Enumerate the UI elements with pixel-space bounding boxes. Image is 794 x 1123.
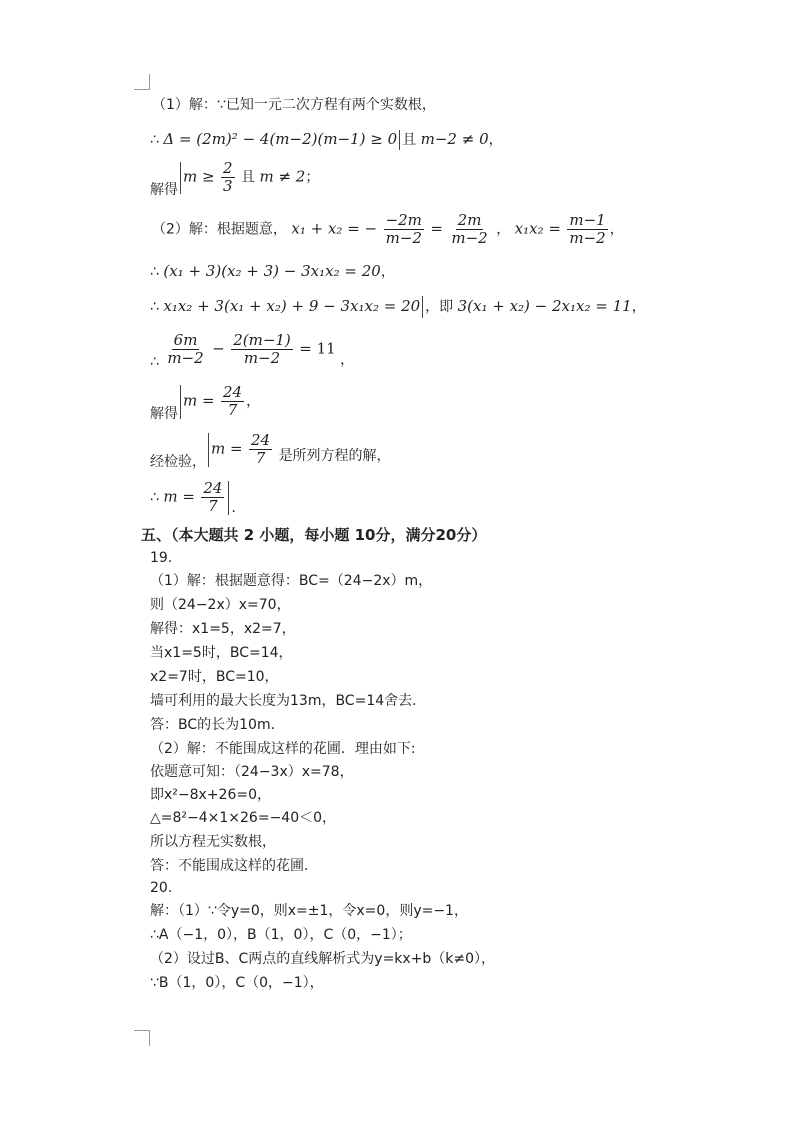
simplified-equation: 3(x₁ + x₂) − 2x₁x₂ = 11	[457, 297, 632, 315]
cursor-bar	[228, 481, 229, 515]
denominator: m−2	[569, 229, 606, 247]
text: 解：（1）∵令y=0，则x=±1，令x=0，则y=−1，	[150, 903, 468, 919]
denominator: 3	[223, 177, 233, 195]
discriminant-expression: Δ = (2m)² − 4(m−2)(m−1) ≥ 0	[163, 130, 398, 148]
expanded-equation: x₁x₂ + 3(x₁ + x₂) + 9 − 3x₁x₂ = 20	[163, 297, 421, 315]
m-geq: m ≥	[183, 167, 215, 186]
numerator: 24	[223, 383, 243, 401]
text: △=8²−4×1×26=−40＜0，	[150, 810, 337, 826]
and-text: 且	[241, 169, 256, 186]
solution-part1-intro	[152, 96, 436, 114]
range-result-line	[150, 159, 320, 198]
q20-line	[150, 950, 495, 968]
numerator: 24	[203, 479, 223, 497]
section-title: 五、（本大题共 2 小题，每小题 10分，满分20分）	[141, 526, 487, 544]
text: 墙可利用的最大长度为13m，BC=14舍去．	[150, 693, 427, 709]
therefore-symbol: ∴	[150, 353, 159, 370]
verification-line	[150, 431, 391, 470]
page-corner-mark-bottom	[134, 1030, 150, 1046]
numerator: 24	[251, 431, 271, 449]
text: ∵B（1，0），C（0，−1），	[150, 975, 324, 991]
denominator: 7	[255, 449, 266, 467]
page-corner-mark-top	[134, 74, 150, 90]
denominator: m−2	[167, 349, 204, 367]
q19-line	[150, 833, 276, 851]
q19-line	[150, 716, 285, 734]
equals-11: = 11	[299, 339, 336, 358]
punct: ，	[488, 132, 503, 148]
q19-line	[150, 786, 271, 804]
numerator: 2m	[457, 211, 482, 229]
question-number-19	[150, 549, 172, 567]
q20-line	[150, 902, 468, 920]
text: （2）解：不能围成这样的花圃．理由如下:	[150, 741, 416, 757]
numerator: −2m	[385, 211, 422, 229]
fraction	[449, 212, 489, 247]
therefore-symbol: ∴	[150, 299, 159, 315]
text: 19.	[150, 550, 173, 566]
conclusion-line	[150, 480, 245, 515]
therefore-symbol: ∴	[150, 132, 159, 148]
cursor-bar	[180, 162, 181, 194]
q19-line	[150, 644, 293, 662]
part2-intro: （2）解：根据题意，	[152, 221, 287, 238]
punct: ，	[496, 221, 511, 238]
text: ∴A（−1，0），B（1，0），C（0，−1）；	[150, 927, 412, 943]
text: 所以方程无实数根，	[150, 834, 276, 850]
text: 20.	[150, 880, 173, 896]
condition-equation: (x₁ + 3)(x₂ + 3) − 3x₁x₂ = 20	[163, 262, 381, 280]
punct: ；	[305, 169, 320, 186]
denominator: m−2	[243, 349, 281, 367]
numerator: 2	[223, 159, 233, 177]
fraction-24-7	[249, 432, 272, 467]
expanded-line	[150, 296, 646, 318]
fraction-24-7	[221, 384, 244, 419]
cursor-bar	[422, 296, 423, 318]
q19-line	[150, 692, 426, 710]
q20-line	[150, 974, 324, 992]
text: 答：BC的长为10m．	[150, 717, 285, 733]
m-equals: m =	[211, 439, 243, 458]
fraction-2-3	[221, 160, 235, 195]
fraction-equation-line	[150, 331, 355, 370]
equals: =	[430, 219, 443, 238]
punct: ，	[246, 393, 261, 410]
fraction	[165, 332, 205, 367]
given-condition-line	[150, 262, 395, 281]
q19-line	[150, 620, 296, 638]
cursor-bar	[399, 130, 400, 150]
q20-line	[150, 926, 412, 944]
minus: −	[212, 339, 225, 358]
solve-m-line	[150, 383, 261, 422]
sum-of-roots: x₁ + x₂ = −	[291, 219, 378, 238]
therefore-symbol: ∴	[150, 264, 159, 280]
fraction	[567, 212, 607, 247]
denominator: 7	[227, 401, 238, 419]
punct: ．	[231, 499, 246, 516]
text: （1）解：根据题意得：BC=（24−2x）m，	[150, 573, 433, 589]
text: 是所列方程的解，	[278, 447, 391, 464]
punct: ，	[609, 221, 624, 238]
punct: ，	[380, 264, 395, 280]
q19-line	[150, 809, 336, 827]
q19-line	[150, 763, 354, 781]
denominator: 7	[208, 497, 218, 515]
text: 依题意可知：（24−3x）x=78，	[150, 764, 354, 780]
question-number-20	[150, 879, 172, 897]
punct: ，	[340, 351, 355, 368]
q19-line	[150, 572, 432, 590]
numerator: 2(m−1)	[233, 331, 291, 349]
q19-line	[150, 857, 318, 875]
fraction	[231, 332, 293, 367]
text: 即x²−8x+26=0，	[150, 787, 272, 803]
numerator: 6m	[173, 331, 198, 349]
denominator: m−2	[451, 229, 488, 247]
text: （1）解：∵已知一元二次方程有两个实数根，	[152, 97, 436, 113]
text: 则（24−2x）x=70，	[150, 597, 291, 613]
q19-line	[150, 668, 279, 686]
numerator: m−1	[569, 211, 606, 229]
fraction-24-7	[201, 480, 224, 515]
label-jingjianyan: 经检验，	[150, 453, 206, 470]
fraction	[384, 212, 424, 247]
section-heading	[141, 526, 486, 544]
punct: ，	[631, 299, 646, 315]
cursor-bar	[180, 385, 181, 419]
text: x2=7时，BC=10，	[150, 669, 279, 685]
condition-expression: m−2 ≠ 0	[420, 130, 489, 148]
m-neq-2: m ≠ 2	[259, 167, 306, 186]
and-text: 且	[402, 132, 417, 148]
label-jiede: 解得	[150, 405, 178, 422]
product-of-roots: x₁x₂ =	[514, 219, 561, 238]
cursor-bar	[208, 433, 209, 467]
discriminant-line	[150, 130, 503, 150]
label-jiede: 解得	[150, 181, 178, 198]
ji-text: ，即	[425, 299, 454, 315]
therefore-symbol: ∴	[150, 489, 159, 506]
text: 答：不能围成这样的花圃．	[150, 858, 318, 874]
text: 解得：x1=5，x2=7，	[150, 621, 296, 637]
m-equals: m =	[163, 487, 195, 506]
text: （2）设过B、C两点的直线解析式为y=kx+b（k≠0），	[150, 951, 496, 967]
m-equals: m =	[183, 391, 215, 410]
q19-line	[150, 740, 416, 758]
text: 当x1=5时，BC=14，	[150, 645, 293, 661]
q19-line	[150, 596, 291, 614]
vieta-line	[152, 212, 624, 247]
denominator: m−2	[385, 229, 422, 247]
